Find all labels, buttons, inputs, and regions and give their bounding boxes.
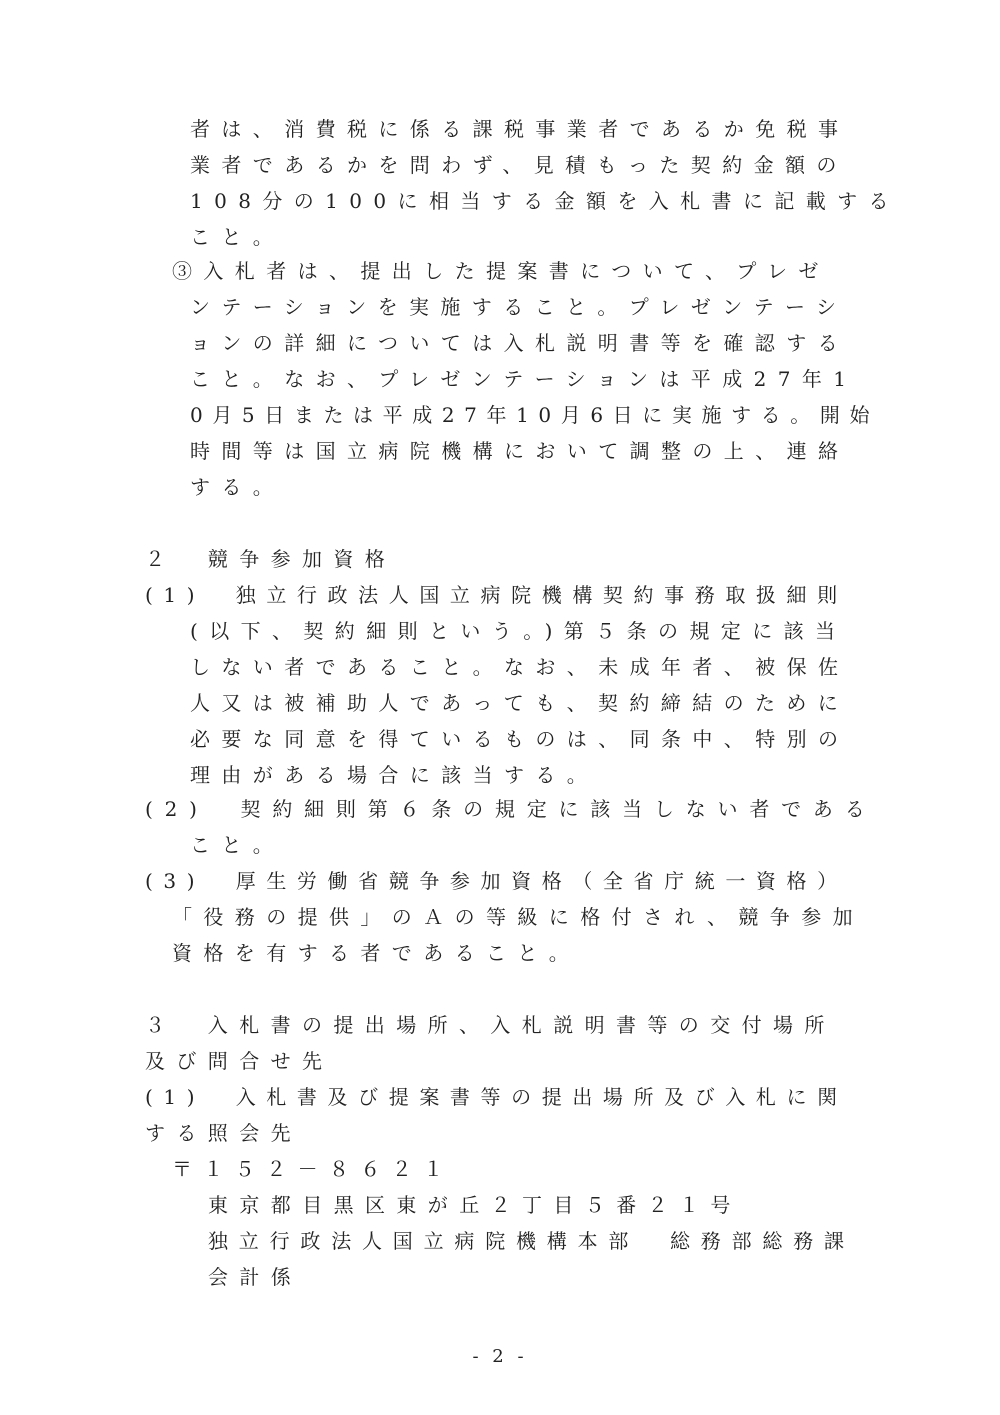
text-line: 必要な同意を得ているものは、同条中、特別の — [190, 727, 850, 751]
text-line: 0月5日または平成27年10月6日に実施する。開始 — [190, 403, 880, 427]
postal-code: 〒１５２－８６２１ — [172, 1157, 455, 1181]
text-line: ョンの詳細については入札説明書等を確認する — [190, 331, 849, 355]
text-line: こと。なお、プレゼンテーションは平成27年1 — [190, 367, 858, 391]
text-line: 及び問合せ先 — [145, 1049, 334, 1073]
text-line: 108分の100に相当する金額を入札書に記載する — [190, 189, 900, 213]
text-line: する。 — [190, 475, 285, 499]
text-line: 「役務の提供」のＡの等級に格付され、競争参加 — [172, 905, 864, 929]
text-line: (1) 独立行政法人国立病院機構契約事務取扱細則 — [145, 583, 848, 607]
text-line: (2) 契約細則第６条の規定に該当しない者である — [145, 797, 877, 821]
page-number: - 2 - — [472, 1346, 528, 1367]
text-line: 時間等は国立病院機構において調整の上、連絡 — [190, 439, 850, 463]
text-line: ンテーションを実施すること。プレゼンテーシ — [190, 295, 848, 319]
section-heading: ３ 入札書の提出場所、入札説明書等の交付場所 — [145, 1013, 836, 1037]
text-line: (以下、契約細則という。)第５条の規定に該当 — [190, 619, 847, 643]
text-line: (1) 入札書及び提案書等の提出場所及び入札に関 — [145, 1085, 848, 1109]
text-line: 業者であるかを問わず、見積もった契約金額の — [190, 153, 848, 177]
text-line: (3) 厚生労働省競争参加資格（全省庁統一資格） — [145, 869, 848, 893]
text-line: こと。 — [190, 833, 285, 857]
text-line: こと。 — [190, 225, 285, 249]
section-heading: ２ 競争参加資格 — [145, 547, 397, 571]
text-line: する照会先 — [145, 1121, 302, 1145]
text-line: しない者であること。なお、未成年者、被保佐 — [190, 655, 850, 679]
text-line: 者は、消費税に係る課税事業者であるか免税事 — [190, 117, 850, 141]
address-line: 独立行政法人国立病院機構本部 総務部総務課 — [208, 1229, 855, 1253]
text-line: ③入札者は、提出した提案書について、プレゼ — [172, 259, 830, 283]
text-line: 資格を有する者であること。 — [172, 941, 581, 965]
address-line: 会計係 — [208, 1265, 303, 1289]
address-line: 東京都目黒区東が丘２丁目５番２１号 — [208, 1193, 742, 1217]
text-line: 理由がある場合に該当する。 — [190, 763, 599, 787]
text-line: 人又は被補助人であっても、契約締結のために — [190, 691, 850, 715]
